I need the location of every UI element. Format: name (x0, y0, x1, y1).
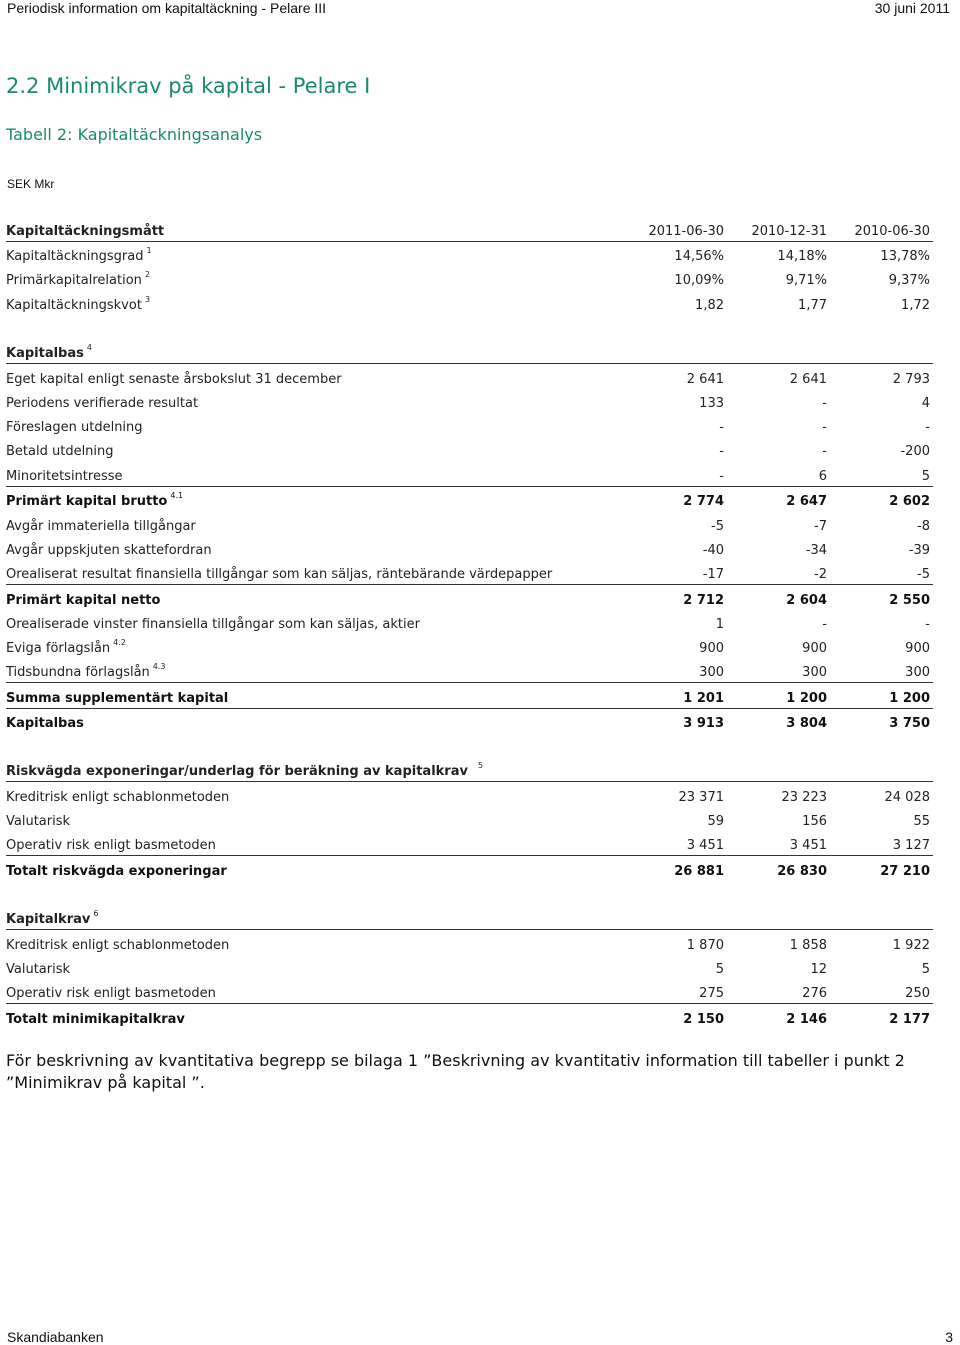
cell-2010-12-31: 300 (802, 665, 827, 680)
cell-2010-06-30: 4 (921, 396, 930, 411)
cell-2011-06-30: -5 (711, 519, 724, 534)
cell-2010-06-30: 2 550 (889, 593, 930, 608)
subtotal-row (6, 688, 933, 709)
header-date: 30 juni 2011 (874, 0, 950, 16)
cell-2011-06-30: 59 (707, 814, 724, 829)
cell-2010-06-30: -200 (900, 444, 930, 459)
row-label: Minoritetsintresse (6, 469, 123, 484)
cell-2011-06-30: 2 641 (686, 372, 724, 387)
row-label: Primärkapitalrelation (6, 273, 142, 288)
cell-2010-06-30: 5 (921, 962, 930, 977)
table-row (6, 417, 933, 437)
cell-2011-06-30: 10,09% (674, 273, 724, 288)
cell-2011-06-30: 3 913 (683, 716, 724, 731)
table-row (6, 662, 933, 683)
footnote-ref: 3 (144, 295, 151, 304)
column-header-2010-06-30: 2010-06-30 (854, 224, 930, 239)
row-label: Primärt kapital brutto (6, 494, 168, 509)
column-header-2011-06-30: 2011-06-30 (648, 224, 724, 239)
unit-label: SEK Mkr (7, 177, 55, 191)
cell-2010-12-31: 1 858 (789, 938, 827, 953)
footnote-ref: 4.3 (152, 662, 166, 671)
table-row (6, 835, 933, 856)
cell-2011-06-30: 2 712 (683, 593, 724, 608)
row-label: Kapitaltäckningsgrad (6, 249, 144, 264)
total-row (6, 861, 933, 881)
cell-2010-12-31: 9,71% (785, 273, 827, 288)
cell-2010-06-30: 27 210 (880, 864, 930, 879)
table-row (6, 466, 933, 487)
table-row (6, 935, 933, 955)
table-row (6, 441, 933, 461)
footnote-ref: 4.1 (170, 491, 184, 500)
cell-2010-12-31: 1 200 (786, 691, 827, 706)
cell-2011-06-30: 1 870 (686, 938, 724, 953)
measures-header-row (6, 221, 933, 242)
cell-2010-12-31: 3 804 (786, 716, 827, 731)
row-label: Primärt kapital netto (6, 593, 161, 608)
cell-2010-06-30: 300 (905, 665, 930, 680)
cell-2010-12-31: 276 (802, 986, 827, 1001)
table-row (6, 540, 933, 560)
cell-2010-12-31: -7 (814, 519, 827, 534)
row-label: Kapitalbas (6, 716, 84, 731)
section-header-label: Riskvägda exponeringar/underlag för beräkning av kapitalkrav (6, 764, 468, 779)
cell-2011-06-30: -40 (702, 543, 724, 558)
cell-2011-06-30: 2 150 (683, 1012, 724, 1027)
table-row (6, 811, 933, 831)
section-header-label: Kapitalkrav (6, 912, 91, 927)
table-row (6, 564, 933, 585)
cell-2010-06-30: - (925, 617, 930, 632)
table-row (6, 516, 933, 536)
row-label: Betald utdelning (6, 444, 114, 459)
footnote-paragraph: För beskrivning av kvantitativa begrepp se bilaga 1 ”Beskrivning av kvantitativ information till tabeller i punkt 2 ”Minimikrav på kapital ”. (6, 1051, 905, 1092)
cell-2010-06-30: 3 750 (889, 716, 930, 731)
total-row (6, 1009, 933, 1029)
cell-2011-06-30: 1 201 (683, 691, 724, 706)
row-label: Operativ risk enligt basmetoden (6, 838, 216, 853)
row-label: Valutarisk (6, 814, 71, 829)
cell-2010-12-31: 2 647 (786, 494, 827, 509)
cell-2011-06-30: 900 (699, 641, 724, 656)
cell-2011-06-30: 14,56% (674, 249, 724, 264)
cell-2010-12-31: - (822, 420, 827, 435)
row-label: Kapitaltäckningskvot (6, 298, 142, 313)
row-label: Tidsbundna förlagslån (6, 665, 150, 680)
column-header-2010-12-31: 2010-12-31 (751, 224, 827, 239)
cell-2010-12-31: - (822, 617, 827, 632)
capital-requirement-header-row (6, 909, 933, 930)
cell-2011-06-30: 300 (699, 665, 724, 680)
cell-2010-12-31: 2 146 (786, 1012, 827, 1027)
cell-2010-06-30: 250 (905, 986, 930, 1001)
subtotal-row (6, 590, 933, 610)
table-row (6, 246, 933, 266)
cell-2010-12-31: 900 (802, 641, 827, 656)
cell-2010-06-30: 2 177 (889, 1012, 930, 1027)
table-row (6, 983, 933, 1004)
table-title: Tabell 2: Kapitaltäckningsanalys (6, 125, 263, 144)
cell-2010-06-30: -39 (908, 543, 930, 558)
row-label: Eviga förlagslån (6, 641, 111, 656)
cell-2010-12-31: 6 (818, 469, 827, 484)
table-row (6, 369, 933, 389)
cell-2010-12-31: 14,18% (777, 249, 827, 264)
cell-2011-06-30: 133 (699, 396, 724, 411)
total-row (6, 713, 933, 733)
row-label: Orealiserat resultat finansiella tillgångar som kan säljas, räntebärande värdepapper (6, 567, 553, 582)
row-label: Totalt minimikapitalkrav (6, 1012, 185, 1027)
footnote-ref: 4 (86, 343, 92, 352)
cell-2010-12-31: - (822, 396, 827, 411)
cell-2010-12-31: 3 451 (789, 838, 827, 853)
row-label: Orealiserade vinster finansiella tillgångar som kan säljas, aktier (6, 617, 420, 632)
row-label: Valutarisk (6, 962, 71, 977)
row-label: Eget kapital enligt senaste årsbokslut 31 december (6, 372, 342, 387)
row-label: Periodens verifierade resultat (6, 396, 199, 411)
cell-2011-06-30: - (719, 444, 724, 459)
cell-2011-06-30: 3 451 (686, 838, 724, 853)
cell-2010-12-31: -34 (805, 543, 827, 558)
cell-2010-06-30: -8 (917, 519, 930, 534)
cell-2010-12-31: 26 830 (777, 864, 827, 879)
subtotal-row (6, 491, 933, 511)
row-label: Kreditrisk enligt schablonmetoden (6, 790, 230, 805)
cell-2011-06-30: 1,82 (695, 298, 724, 313)
cell-2010-12-31: 1,77 (798, 298, 827, 313)
capital-base-header-row (6, 343, 933, 364)
footnote-ref: 6 (93, 909, 99, 918)
table-row (6, 393, 933, 413)
cell-2011-06-30: - (719, 469, 724, 484)
cell-2010-12-31: 156 (802, 814, 827, 829)
cell-2010-06-30: 9,37% (888, 273, 930, 288)
cell-2010-06-30: 2 602 (889, 494, 930, 509)
footnote-ref: 1 (146, 246, 152, 255)
cell-2010-06-30: 900 (905, 641, 930, 656)
footer-company: Skandiabanken (7, 1329, 104, 1345)
row-label: Totalt riskvägda exponeringar (6, 864, 227, 879)
cell-2010-12-31: -2 (814, 567, 827, 582)
cell-2011-06-30: 1 (715, 617, 724, 632)
table-row (6, 614, 933, 634)
section-header-label: Kapitalbas (6, 346, 84, 361)
cell-2010-06-30: 3 127 (892, 838, 930, 853)
cell-2010-06-30: -5 (917, 567, 930, 582)
cell-2010-06-30: 13,78% (880, 249, 930, 264)
row-label: Operativ risk enligt basmetoden (6, 986, 216, 1001)
cell-2011-06-30: -17 (702, 567, 724, 582)
cell-2010-06-30: 2 793 (892, 372, 930, 387)
cell-2010-06-30: - (925, 420, 930, 435)
row-label: Föreslagen utdelning (6, 420, 143, 435)
risk-weighted-header-row (6, 761, 933, 782)
measures-header-label: Kapitaltäckningsmått (6, 224, 165, 239)
cell-2010-12-31: 23 223 (781, 790, 827, 805)
table-row (6, 295, 933, 315)
cell-2010-06-30: 1 200 (889, 691, 930, 706)
cell-2011-06-30: 26 881 (674, 864, 724, 879)
cell-2010-12-31: 12 (810, 962, 827, 977)
row-label: Kreditrisk enligt schablonmetoden (6, 938, 230, 953)
cell-2011-06-30: 2 774 (683, 494, 724, 509)
row-label: Avgår uppskjuten skattefordran (6, 543, 212, 558)
cell-2010-12-31: - (822, 444, 827, 459)
cell-2010-06-30: 24 028 (884, 790, 930, 805)
table-row (6, 638, 933, 658)
table-row (6, 787, 933, 807)
cell-2010-06-30: 5 (921, 469, 930, 484)
row-label: Avgår immateriella tillgångar (6, 519, 196, 534)
header-document-title: Periodisk information om kapitaltäckning - Pelare III (7, 0, 327, 16)
section-title: 2.2 Minimikrav på kapital - Pelare I (6, 74, 371, 98)
cell-2010-12-31: 2 641 (789, 372, 827, 387)
cell-2010-06-30: 1 922 (892, 938, 930, 953)
cell-2010-06-30: 55 (913, 814, 930, 829)
footnote-ref: 2 (144, 270, 150, 279)
cell-2010-12-31: 2 604 (786, 593, 827, 608)
table-row (6, 959, 933, 979)
cell-2010-06-30: 1,72 (901, 298, 930, 313)
table-row (6, 270, 933, 290)
cell-2011-06-30: - (719, 420, 724, 435)
footnote-ref: 5 (477, 761, 484, 770)
cell-2011-06-30: 5 (715, 962, 724, 977)
footnote-ref: 4.2 (113, 638, 126, 647)
page-number: 3 (945, 1329, 953, 1345)
cell-2011-06-30: 275 (699, 986, 724, 1001)
row-label: Summa supplementärt kapital (6, 691, 229, 706)
cell-2011-06-30: 23 371 (678, 790, 724, 805)
